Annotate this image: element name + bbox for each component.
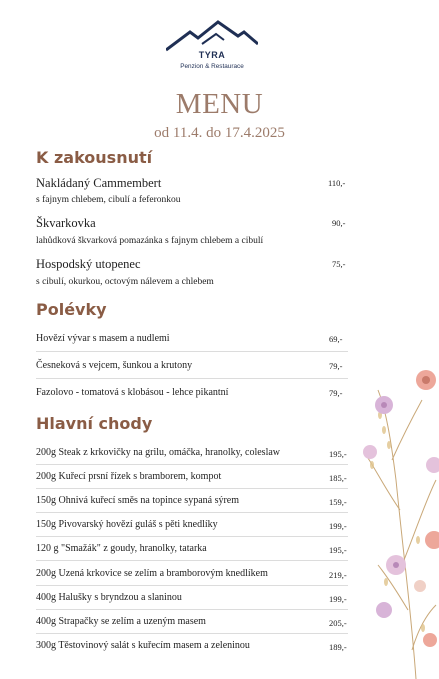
- menu-item-name: 400g Strapačky se zelím a uzeným masem: [36, 616, 206, 627]
- menu-item-price: 69,-: [329, 334, 343, 344]
- logo-name: TYRA: [198, 50, 226, 60]
- menu-item-desc: lahůdková škvarková pomazánka s fajnym chlebem a cibulí: [36, 236, 264, 246]
- divider: [36, 609, 348, 610]
- menu-item-name: 200g Kuřecí prsní řízek s bramborem, kompot: [36, 471, 222, 482]
- divider: [36, 488, 348, 489]
- menu-item-name: Škvarkovka: [36, 216, 96, 230]
- divider: [36, 512, 348, 513]
- menu-item-name: 150g Pivovarský hovězí guláš s pěti knedlíky: [36, 519, 218, 530]
- menu-item-price: 75,-: [332, 259, 346, 269]
- menu-item-name: Nakládaný Cammembert: [36, 176, 162, 190]
- menu-item-price: 159,-: [329, 497, 347, 507]
- divider: [36, 560, 348, 561]
- menu-item-price: 90,-: [332, 218, 346, 228]
- menu-item-name: 200g Uzená krkovice se zelím a bramborovým knedlíkem: [36, 568, 268, 579]
- menu-item-price: 185,-: [329, 473, 347, 483]
- menu-item-name: 400g Halušky s bryndzou a slaninou: [36, 592, 182, 603]
- section-title-mains: Hlavní chody: [36, 414, 153, 433]
- menu-item-price: 79,-: [329, 388, 343, 398]
- menu-item-price: 199,-: [329, 521, 347, 531]
- menu-item-name: 120 g "Smažák" z goudy, hranolky, tatarka: [36, 543, 207, 554]
- divider: [36, 351, 348, 352]
- menu-item-price: 195,-: [329, 545, 347, 555]
- menu-item-desc: s cibulí, okurkou, octovým nálevem a chlebem: [36, 277, 214, 287]
- menu-item-price: 195,-: [329, 449, 347, 459]
- menu-item-name: Hospodský utopenec: [36, 257, 141, 271]
- menu-item-desc: s fajnym chlebem, cibulí a feferonkou: [36, 195, 181, 205]
- section-title-starters: K zakousnutí: [36, 148, 153, 167]
- menu-item-name: Česneková s vejcem, šunkou a krutony: [36, 360, 193, 371]
- menu-title: MENU: [175, 88, 264, 120]
- menu-item-name: 200g Steak z krkovičky na grilu, omáčka, hranolky, coleslaw: [36, 447, 281, 458]
- flower-decoration-icon: [356, 360, 439, 679]
- divider: [36, 378, 348, 379]
- divider: [36, 585, 348, 586]
- menu-item-price: 189,-: [329, 642, 347, 652]
- menu-item-price: 199,-: [329, 594, 347, 604]
- logo-subtitle: Penzion & Restaurace: [180, 63, 244, 70]
- menu-item-name: 150g Ohnivá kuřecí směs na topince sypaná sýrem: [36, 495, 240, 506]
- section-title-soups: Polévky: [36, 300, 107, 319]
- menu-item-price: 79,-: [329, 361, 343, 371]
- menu-item-name: Fazolovo - tomatová s klobásou - lehce pikantní: [36, 387, 229, 398]
- menu-item-price: 110,-: [328, 178, 346, 188]
- divider: [36, 536, 348, 537]
- menu-item-name: 300g Těstovinový salát s kuřecím masem a zeleninou: [36, 640, 250, 651]
- divider: [36, 464, 348, 465]
- menu-item-name: Hovězí vývar s masem a nudlemi: [36, 333, 170, 344]
- menu-dates: od 11.4. do 17.4.2025: [154, 125, 285, 141]
- logo: [166, 20, 258, 76]
- menu-item-price: 205,-: [329, 618, 347, 628]
- menu-item-price: 219,-: [329, 570, 347, 580]
- divider: [36, 633, 348, 634]
